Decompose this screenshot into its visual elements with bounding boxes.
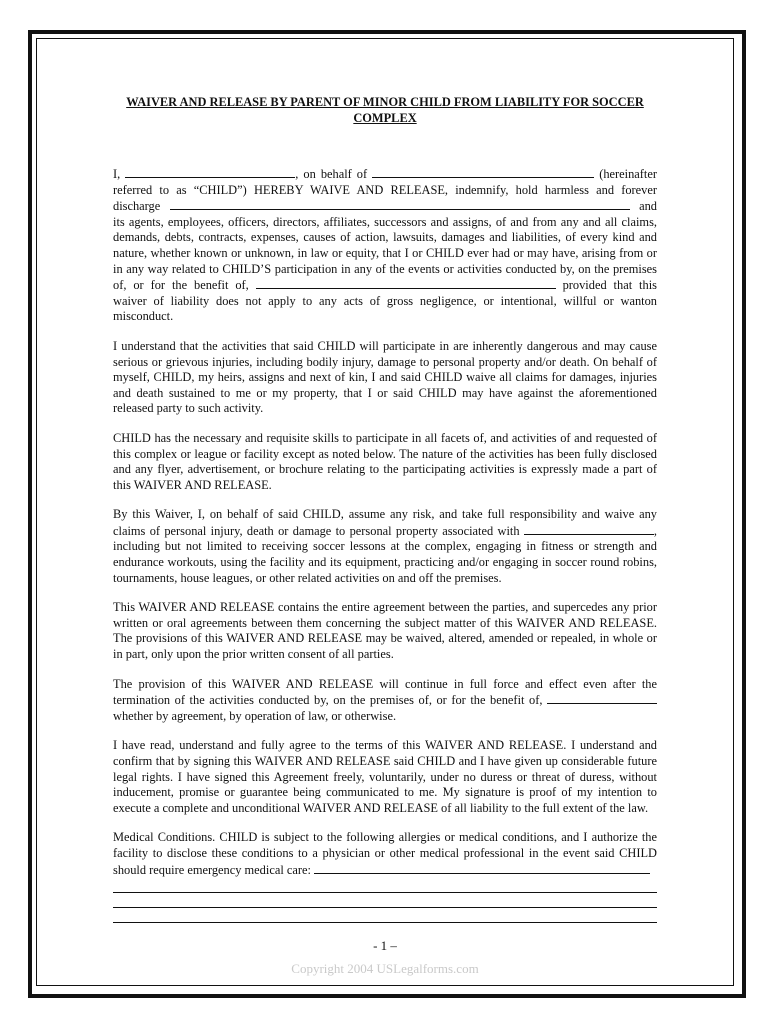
- title-line-1: WAIVER AND RELEASE BY PARENT OF MINOR CHILD FROM LIABILITY FOR SOCCER: [126, 95, 644, 109]
- document-body: [113, 94, 657, 923]
- paragraph-survival: [113, 677, 657, 725]
- para6-text-2: whether by agreement, by operation of law, or otherwise.: [113, 708, 397, 723]
- parent-name-blank[interactable]: [125, 166, 295, 178]
- medical-conditions-line-4[interactable]: [113, 908, 657, 923]
- para1-text-5: provided that this waiver of liability does not apply to any acts of gross negligence, or intentional, willful or wanton misconduct.: [113, 278, 657, 324]
- premises-beneficiary-blank[interactable]: [256, 277, 556, 289]
- paragraph-assumption-of-risk: [113, 507, 657, 586]
- paragraph-acknowledgement: I have read, understand and fully agree to the terms of this WAIVER AND RELEASE. I understand and confirm that by signing this WAIVER AND RELEASE said CHILD and I have given up considerable future legal rights. I have signed this Agreement freely, voluntarily, under no duress or threat of duress, without inducement, promise or guarantee being communicated to me. My signature is proof of my intention to execute a complete and unconditional WAIVER AND RELEASE of all liability to the full extent of the law.: [113, 738, 657, 815]
- survival-beneficiary-blank[interactable]: [547, 692, 657, 704]
- activity-blank[interactable]: [524, 523, 654, 535]
- para1-text-3: (hereinafter referred to as “CHILD”) HEREBY WAIVE AND RELEASE, indemnify, hold harmless and forever discharge: [113, 167, 657, 214]
- title-line-2: COMPLEX: [353, 111, 417, 125]
- para8-text: Medical Conditions. CHILD is subject to the following allergies or medical conditions, and I authorize the facility to disclose these conditions to a physician or other medical professional in the event said CHILD should require emergency medical care:: [113, 830, 657, 877]
- paragraph-waiver-parties: [113, 166, 657, 325]
- para6-text-1: The provision of this WAIVER AND RELEASE will continue in full force and effect even after the termination of the activities conducted by, on the premises of, or for the benefit of,: [113, 676, 657, 708]
- para1-text-2: , on behalf of: [295, 167, 368, 181]
- para4-text-1: By this Waiver, I, on behalf of said CHILD, assume any risk, and take full responsibility and waive any claims of personal injury, death or damage to personal property associated with: [113, 507, 657, 538]
- paragraph-child-skills: CHILD has the necessary and requisite skills to participate in all facets of, and activities of and requested of this complex or league or facility except as noted below. The nature of the activities has been fully disclosed and any flyer, advertisement, or brochure relating to the participating activities is expressly made a part of this WAIVER AND RELEASE.: [113, 430, 657, 492]
- para1-text-4: and its agents, employees, officers, directors, affiliates, successors and assigns, of and from any and all claims, demands, debts, contracts, expenses, causes of action, lawsuits, damages and liabilities, of every kind and nature, whether known or unknown, in law or equity, that I or CHILD ever had or may have, arising from or in any way related to CHILD’S participation in any of the events or activities conducted by, on the premises of, or for the benefit of,: [113, 199, 657, 293]
- copyright-notice: Copyright 2004 USLegalforms.com: [291, 961, 479, 976]
- medical-conditions-line-3[interactable]: [113, 893, 657, 908]
- page-number: - 1 –: [373, 938, 397, 953]
- released-party-blank[interactable]: [170, 198, 630, 210]
- child-name-blank[interactable]: [372, 166, 594, 178]
- paragraph-inherent-danger: I understand that the activities that said CHILD will participate in are inherently dangerous and may cause serious or grievous injuries, including bodily injury, damage to personal property and/or death. On behalf of myself, CHILD, my heirs, assigns and next of kin, I and said CHILD waive all claims for damages, injuries and death sustained to me or my property, that I or said CHILD may have against the aforementioned released party to such activity.: [113, 338, 657, 416]
- medical-conditions-line-2[interactable]: [113, 878, 657, 893]
- paragraph-entire-agreement: This WAIVER AND RELEASE contains the entire agreement between the parties, and supercedes any prior written or oral agreements between them concerning the subject matter of this WAIVER AND RELEASE. The provisions of this WAIVER AND RELEASE may be waived, altered, amended or repealed, in whole or in part, only upon the prior written consent of all parties.: [113, 600, 657, 662]
- medical-conditions-blank[interactable]: [314, 862, 650, 874]
- para1-text-1: I,: [113, 167, 121, 181]
- paragraph-medical-conditions: [113, 830, 657, 878]
- document-title: [113, 94, 657, 126]
- para4-text-2: , including but not limited to receiving soccer lessons at the complex, engaging in fitness or strength and endurance workouts, using the facility and its equipment, practicing and/or engaging in soccer round robins, tournaments, house leagues, or other related activities on and off the premises.: [113, 523, 657, 585]
